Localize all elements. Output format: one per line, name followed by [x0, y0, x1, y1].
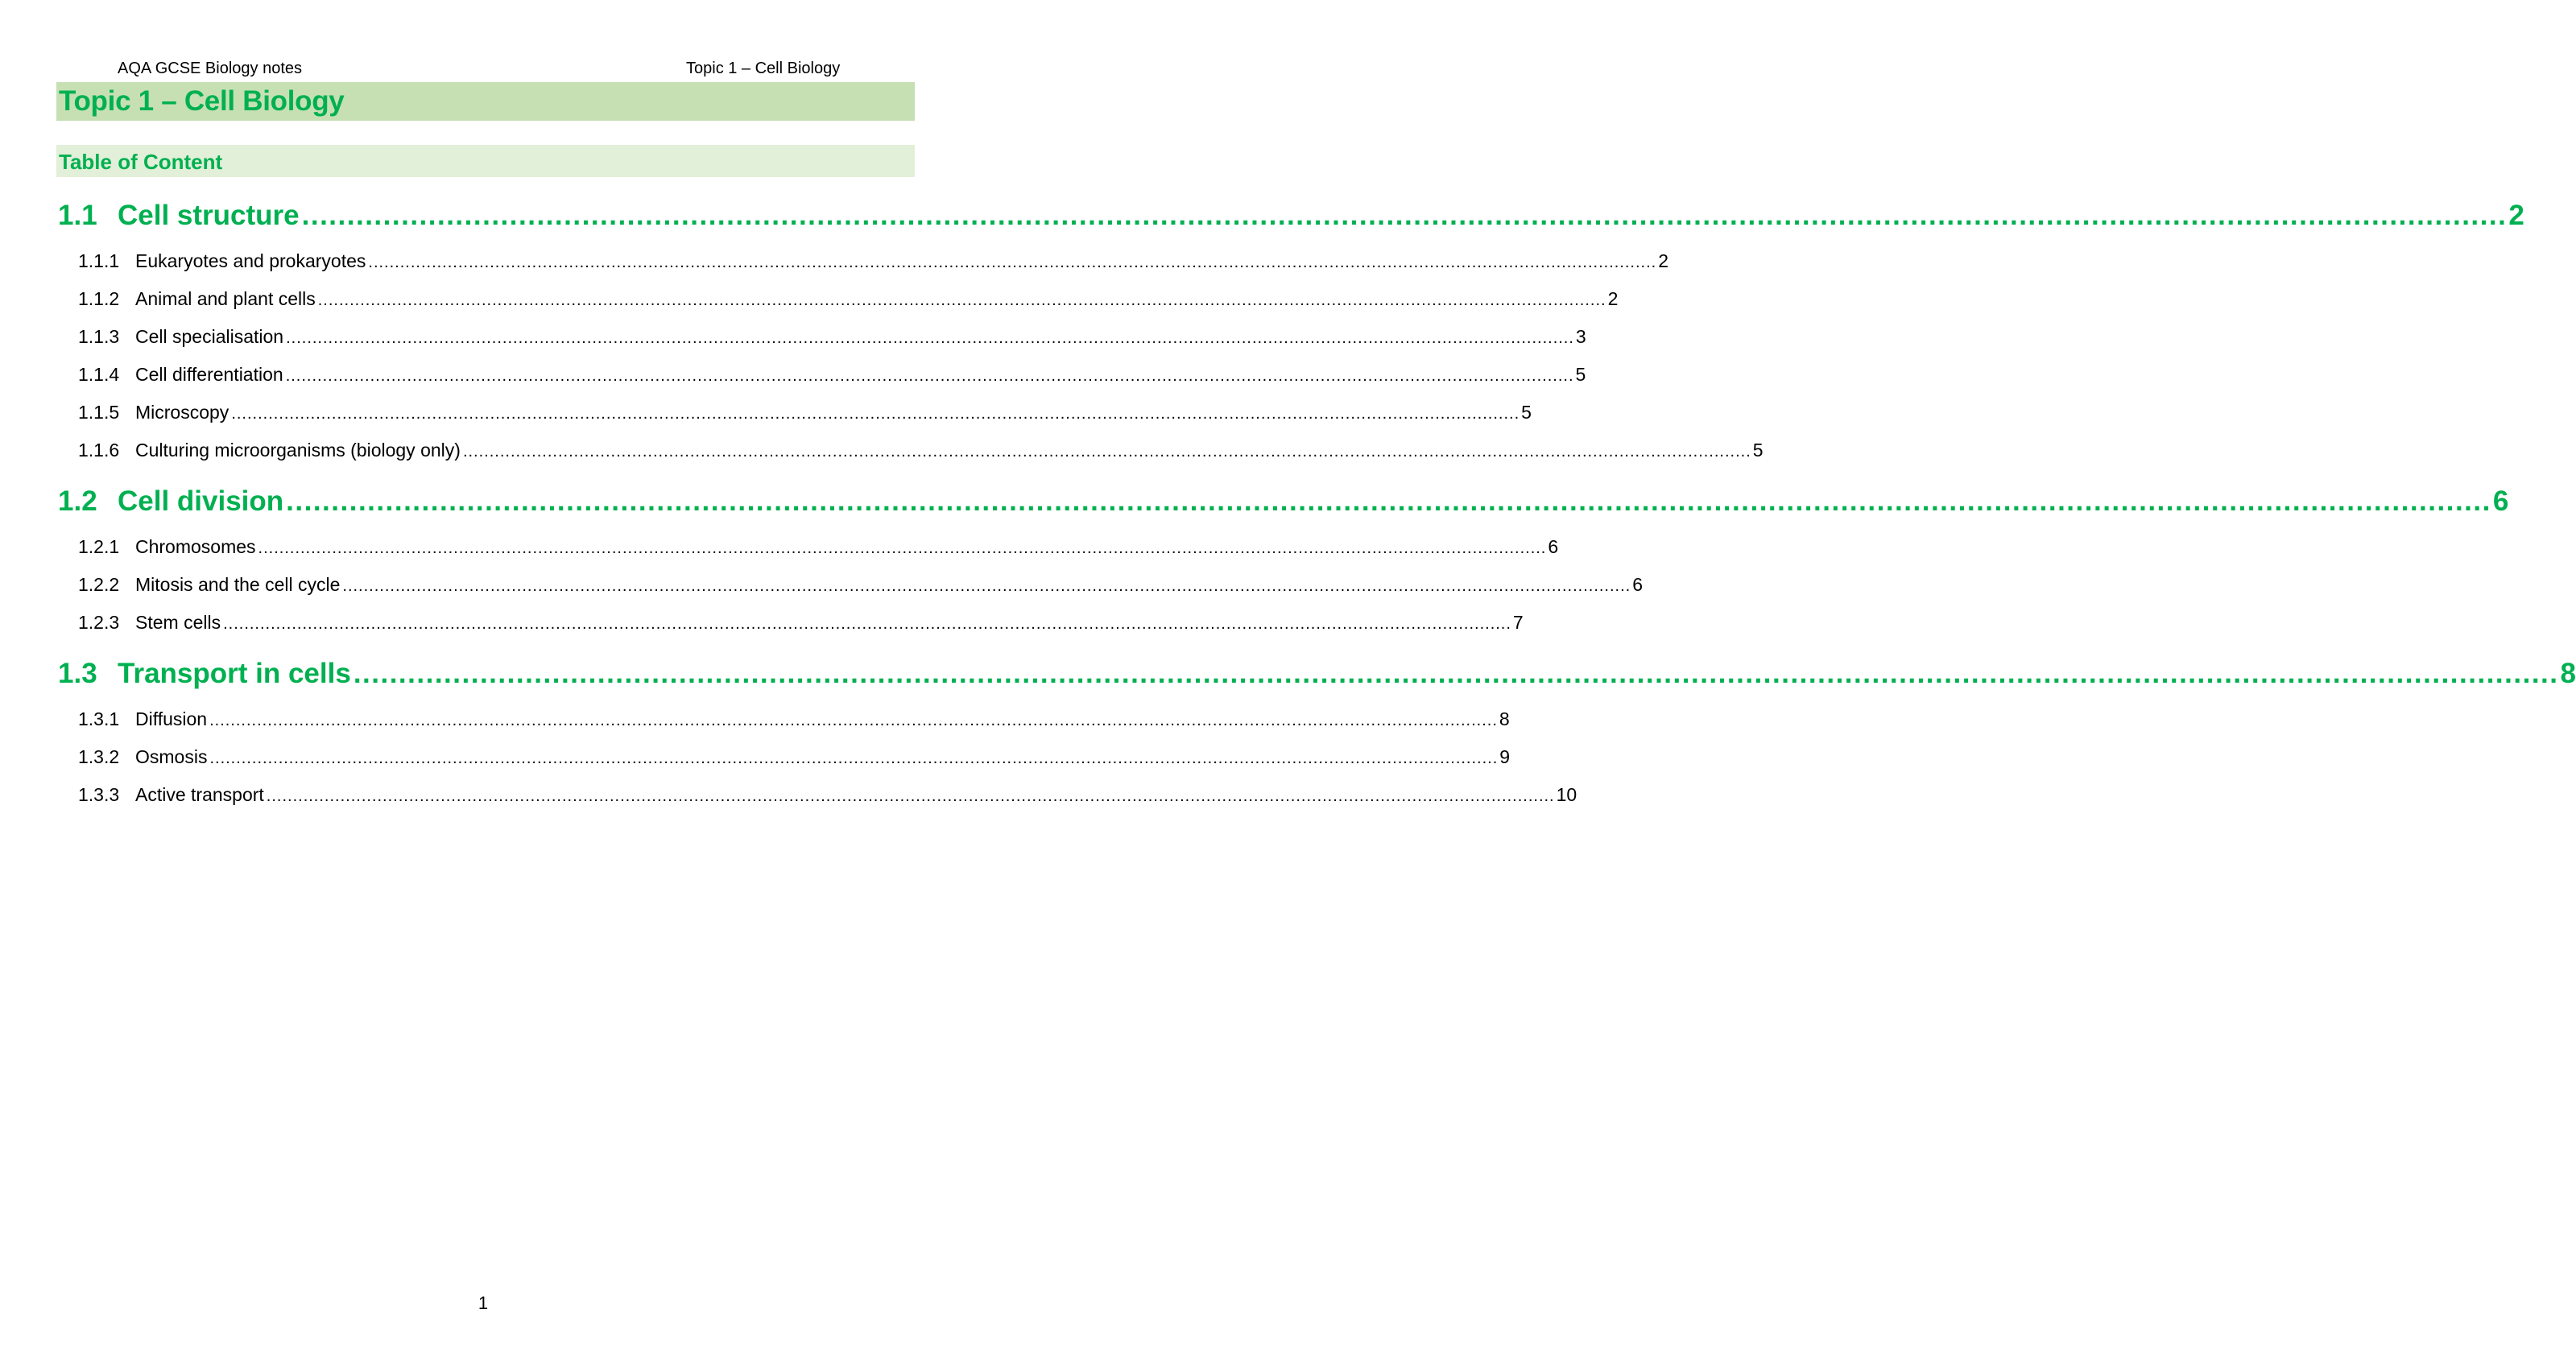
toc-entry-page: 2 — [1607, 288, 1619, 309]
toc-leader-dots: .................................................................................................................................................................................................................................................... — [266, 787, 1555, 805]
toc-entry-page: 3 — [1575, 326, 1586, 347]
toc-entry-number: 1.3.3 — [78, 784, 120, 805]
toc-entry-page: 8 — [2560, 658, 2576, 689]
toc-entry-page: 9 — [1499, 746, 1511, 767]
toc-leader-dots: .................................................................................................................................................................................................................................................... — [258, 539, 1547, 557]
toc-entry-title: Cell differentiation — [135, 364, 283, 385]
toc-entry-number: 1.1.4 — [78, 364, 120, 385]
toc-entry-1-3[interactable] — [58, 658, 2576, 690]
toc-entry-title: Osmosis — [135, 746, 208, 767]
toc-entry-title: Stem cells — [135, 612, 221, 633]
toc-entry-page: 5 — [1575, 364, 1586, 385]
toc-entry-page: 10 — [1556, 784, 1577, 805]
toc-entry-title: Eukaryotes and prokaryotes — [135, 250, 366, 271]
toc-leader-dots: .................................................................................................................................................................................................................................................... — [353, 658, 2559, 689]
toc-entry-1-1-1[interactable] — [78, 250, 1669, 272]
toc-entry-page: 6 — [1548, 536, 1559, 557]
toc-entry-title: Chromosomes — [135, 536, 256, 557]
toc-entry-number: 1.2.2 — [78, 574, 120, 595]
toc-leader-dots: .................................................................................................................................................................................................................................................... — [209, 750, 1499, 767]
toc-entry-1-1-6[interactable] — [78, 440, 1764, 461]
toc-entry-number: 1.1.1 — [78, 250, 120, 271]
toc-entry-number: 1.3.1 — [78, 708, 120, 729]
toc-entry-page: 8 — [1499, 708, 1510, 729]
toc-leader-dots: .................................................................................................................................................................................................................................................... — [285, 367, 1574, 385]
toc-entry-page: 6 — [1632, 574, 1644, 595]
toc-entry-number: 1.3 — [58, 658, 97, 689]
toc-entry-1-3-3[interactable] — [78, 784, 1577, 806]
toc-entry-title: Microscopy — [135, 402, 229, 423]
toc-leader-dots: .................................................................................................................................................................................................................................................... — [301, 200, 2508, 231]
page-title: Topic 1 – Cell Biology — [59, 85, 345, 117]
toc-leader-dots: .................................................................................................................................................................................................................................................... — [209, 712, 1498, 729]
toc-entry-1-2-1[interactable] — [78, 536, 1559, 558]
toc-entry-page: 2 — [2508, 200, 2524, 231]
toc-heading-band — [56, 145, 915, 177]
page-number: 1 — [478, 1293, 489, 1313]
running-header-left: AQA GCSE Biology notes — [118, 60, 303, 77]
toc-entry-1-1-4[interactable] — [78, 364, 1586, 386]
toc-entry-title: Cell specialisation — [135, 326, 284, 347]
toc-entry-number: 1.2.1 — [78, 536, 120, 557]
toc-leader-dots: .................................................................................................................................................................................................................................................... — [342, 577, 1631, 595]
toc-entry-number: 1.1.6 — [78, 440, 120, 460]
toc-entry-1-1[interactable] — [58, 200, 2524, 232]
toc-leader-dots: .................................................................................................................................................................................................................................................... — [317, 291, 1606, 309]
toc-entry-title: Transport in cells — [118, 658, 351, 689]
toc-entry-1-2[interactable] — [58, 485, 2509, 518]
toc-leader-dots: .................................................................................................................................................................................................................................................... — [286, 329, 1574, 347]
toc-entry-1-2-2[interactable] — [78, 574, 1644, 596]
toc-leader-dots: .................................................................................................................................................................................................................................................... — [231, 405, 1520, 423]
running-header-right: Topic 1 – Cell Biology — [686, 60, 841, 77]
toc-entry-number: 1.1.2 — [78, 288, 120, 309]
toc-entry-title: Cell division — [118, 485, 284, 517]
toc-entry-number: 1.1 — [58, 200, 97, 231]
toc-entry-title: Cell structure — [118, 200, 300, 231]
toc-entry-number: 1.2.3 — [78, 612, 120, 633]
toc-entry-page: 2 — [1658, 250, 1669, 271]
toc-entry-number: 1.1.3 — [78, 326, 120, 347]
toc-leader-dots: .................................................................................................................................................................................................................................................... — [286, 485, 2491, 517]
toc-entry-1-1-2[interactable] — [78, 288, 1619, 310]
toc-entry-page: 6 — [2492, 485, 2509, 517]
toc-heading: Table of Content — [59, 150, 223, 174]
toc-entry-page: 7 — [1512, 612, 1524, 633]
toc-leader-dots: .................................................................................................................................................................................................................................................... — [462, 443, 1751, 460]
toc-entry-page: 5 — [1752, 440, 1764, 460]
toc-entry-1-1-5[interactable] — [78, 402, 1532, 423]
toc-entry-number: 1.1.5 — [78, 402, 120, 423]
toc-entry-number: 1.2 — [58, 485, 97, 517]
toc-entry-page: 5 — [1521, 402, 1532, 423]
toc-entry-1-3-2[interactable] — [78, 746, 1511, 768]
toc-entry-1-1-3[interactable] — [78, 326, 1586, 348]
running-header — [0, 60, 966, 81]
toc-entry-title: Active transport — [135, 784, 264, 805]
toc-entry-number: 1.3.2 — [78, 746, 120, 767]
toc-entry-title: Mitosis and the cell cycle — [135, 574, 341, 595]
toc-entry-title: Animal and plant cells — [135, 288, 316, 309]
title-band — [56, 82, 915, 121]
toc-leader-dots: .................................................................................................................................................................................................................................................... — [223, 615, 1511, 633]
toc-entry-1-3-1[interactable] — [78, 708, 1510, 730]
toc-entry-title: Diffusion — [135, 708, 208, 729]
toc-entry-title: Culturing microorganisms (biology only) — [135, 440, 461, 460]
toc-entry-1-2-3[interactable] — [78, 612, 1524, 634]
toc-leader-dots: .................................................................................................................................................................................................................................................... — [368, 254, 1657, 271]
